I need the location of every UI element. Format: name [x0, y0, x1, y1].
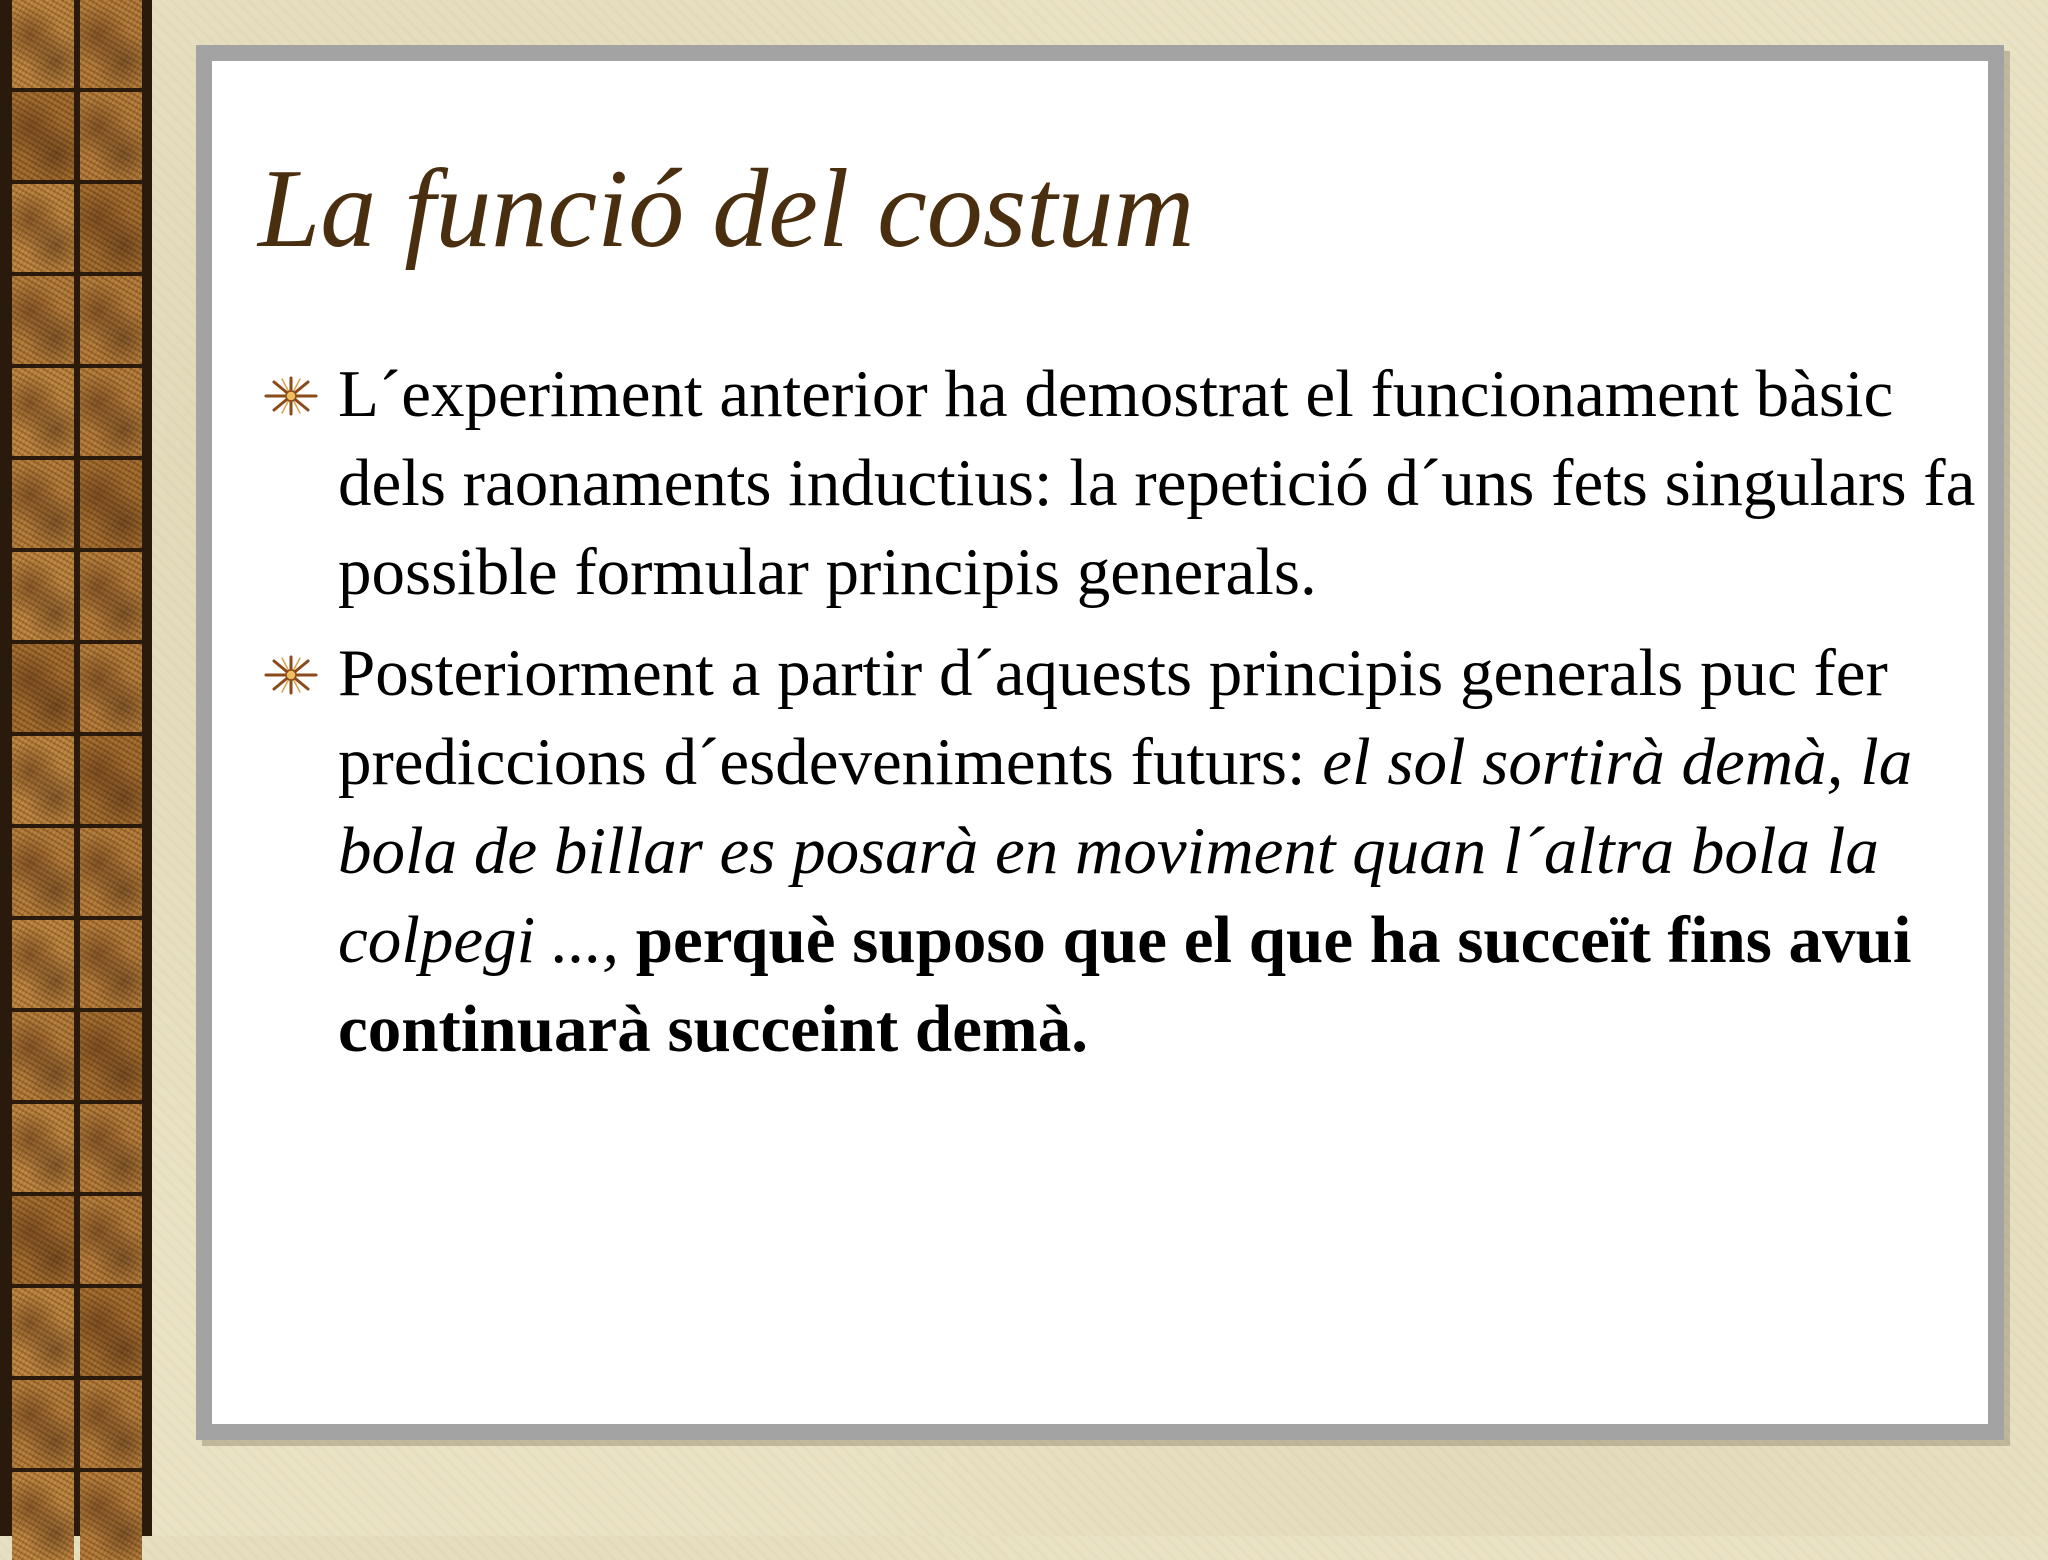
star-burst-icon — [262, 376, 320, 416]
star-burst-icon — [262, 655, 320, 695]
border-tile — [12, 184, 74, 272]
bullet-item — [262, 629, 1982, 1074]
slide-title: La funció del costum — [258, 147, 1195, 271]
border-tile — [80, 828, 142, 916]
border-tile — [12, 0, 74, 88]
border-tile — [12, 1380, 74, 1468]
border-tile — [12, 92, 74, 180]
border-tile — [12, 1196, 74, 1284]
border-tile — [12, 460, 74, 548]
border-tile — [12, 1012, 74, 1100]
border-tile — [12, 920, 74, 1008]
border-tile — [12, 1288, 74, 1376]
border-tile — [80, 1196, 142, 1284]
border-tile — [80, 1380, 142, 1468]
border-tile — [80, 1012, 142, 1100]
border-tile — [80, 552, 142, 640]
border-tile — [12, 736, 74, 824]
border-tile — [80, 460, 142, 548]
border-tile — [12, 828, 74, 916]
border-tile — [80, 368, 142, 456]
border-tile — [12, 276, 74, 364]
border-tile — [80, 184, 142, 272]
border-tiles — [8, 0, 150, 1536]
border-tile — [12, 552, 74, 640]
border-tile — [80, 0, 142, 88]
border-tile — [80, 276, 142, 364]
border-tile — [12, 1472, 74, 1560]
border-tile — [80, 1104, 142, 1192]
border-tile — [12, 644, 74, 732]
decorative-border-strip — [0, 0, 152, 1536]
bullet-separator — [619, 903, 636, 977]
border-tile — [12, 368, 74, 456]
bullet-conclusion-text: perquè suposo que el que ha succeït fins avui continuarà succeint demà. — [338, 903, 1912, 1066]
bullet-text: Posteriorment a partir d´aquests principis generals puc fer prediccions d´esdeveniments futurs: — [338, 636, 1888, 799]
bullet-list — [262, 350, 1982, 1086]
border-tile — [80, 736, 142, 824]
bullet-text: L´experiment anterior ha demostrat el funcionament bàsic dels raonaments inductius: la repetició d´uns fets singulars fa possible formular principis generals. — [338, 357, 1976, 609]
border-tile — [80, 920, 142, 1008]
border-tile — [12, 1104, 74, 1192]
bullet-item — [262, 350, 1982, 617]
border-tile — [80, 1472, 142, 1560]
bullet-example-text: el sol sortirà demà, la bola de billar es posarà en moviment quan l´altra bola la colpegi ..., — [338, 725, 1913, 977]
border-tile — [80, 92, 142, 180]
border-tile — [80, 644, 142, 732]
border-tile — [80, 1288, 142, 1376]
